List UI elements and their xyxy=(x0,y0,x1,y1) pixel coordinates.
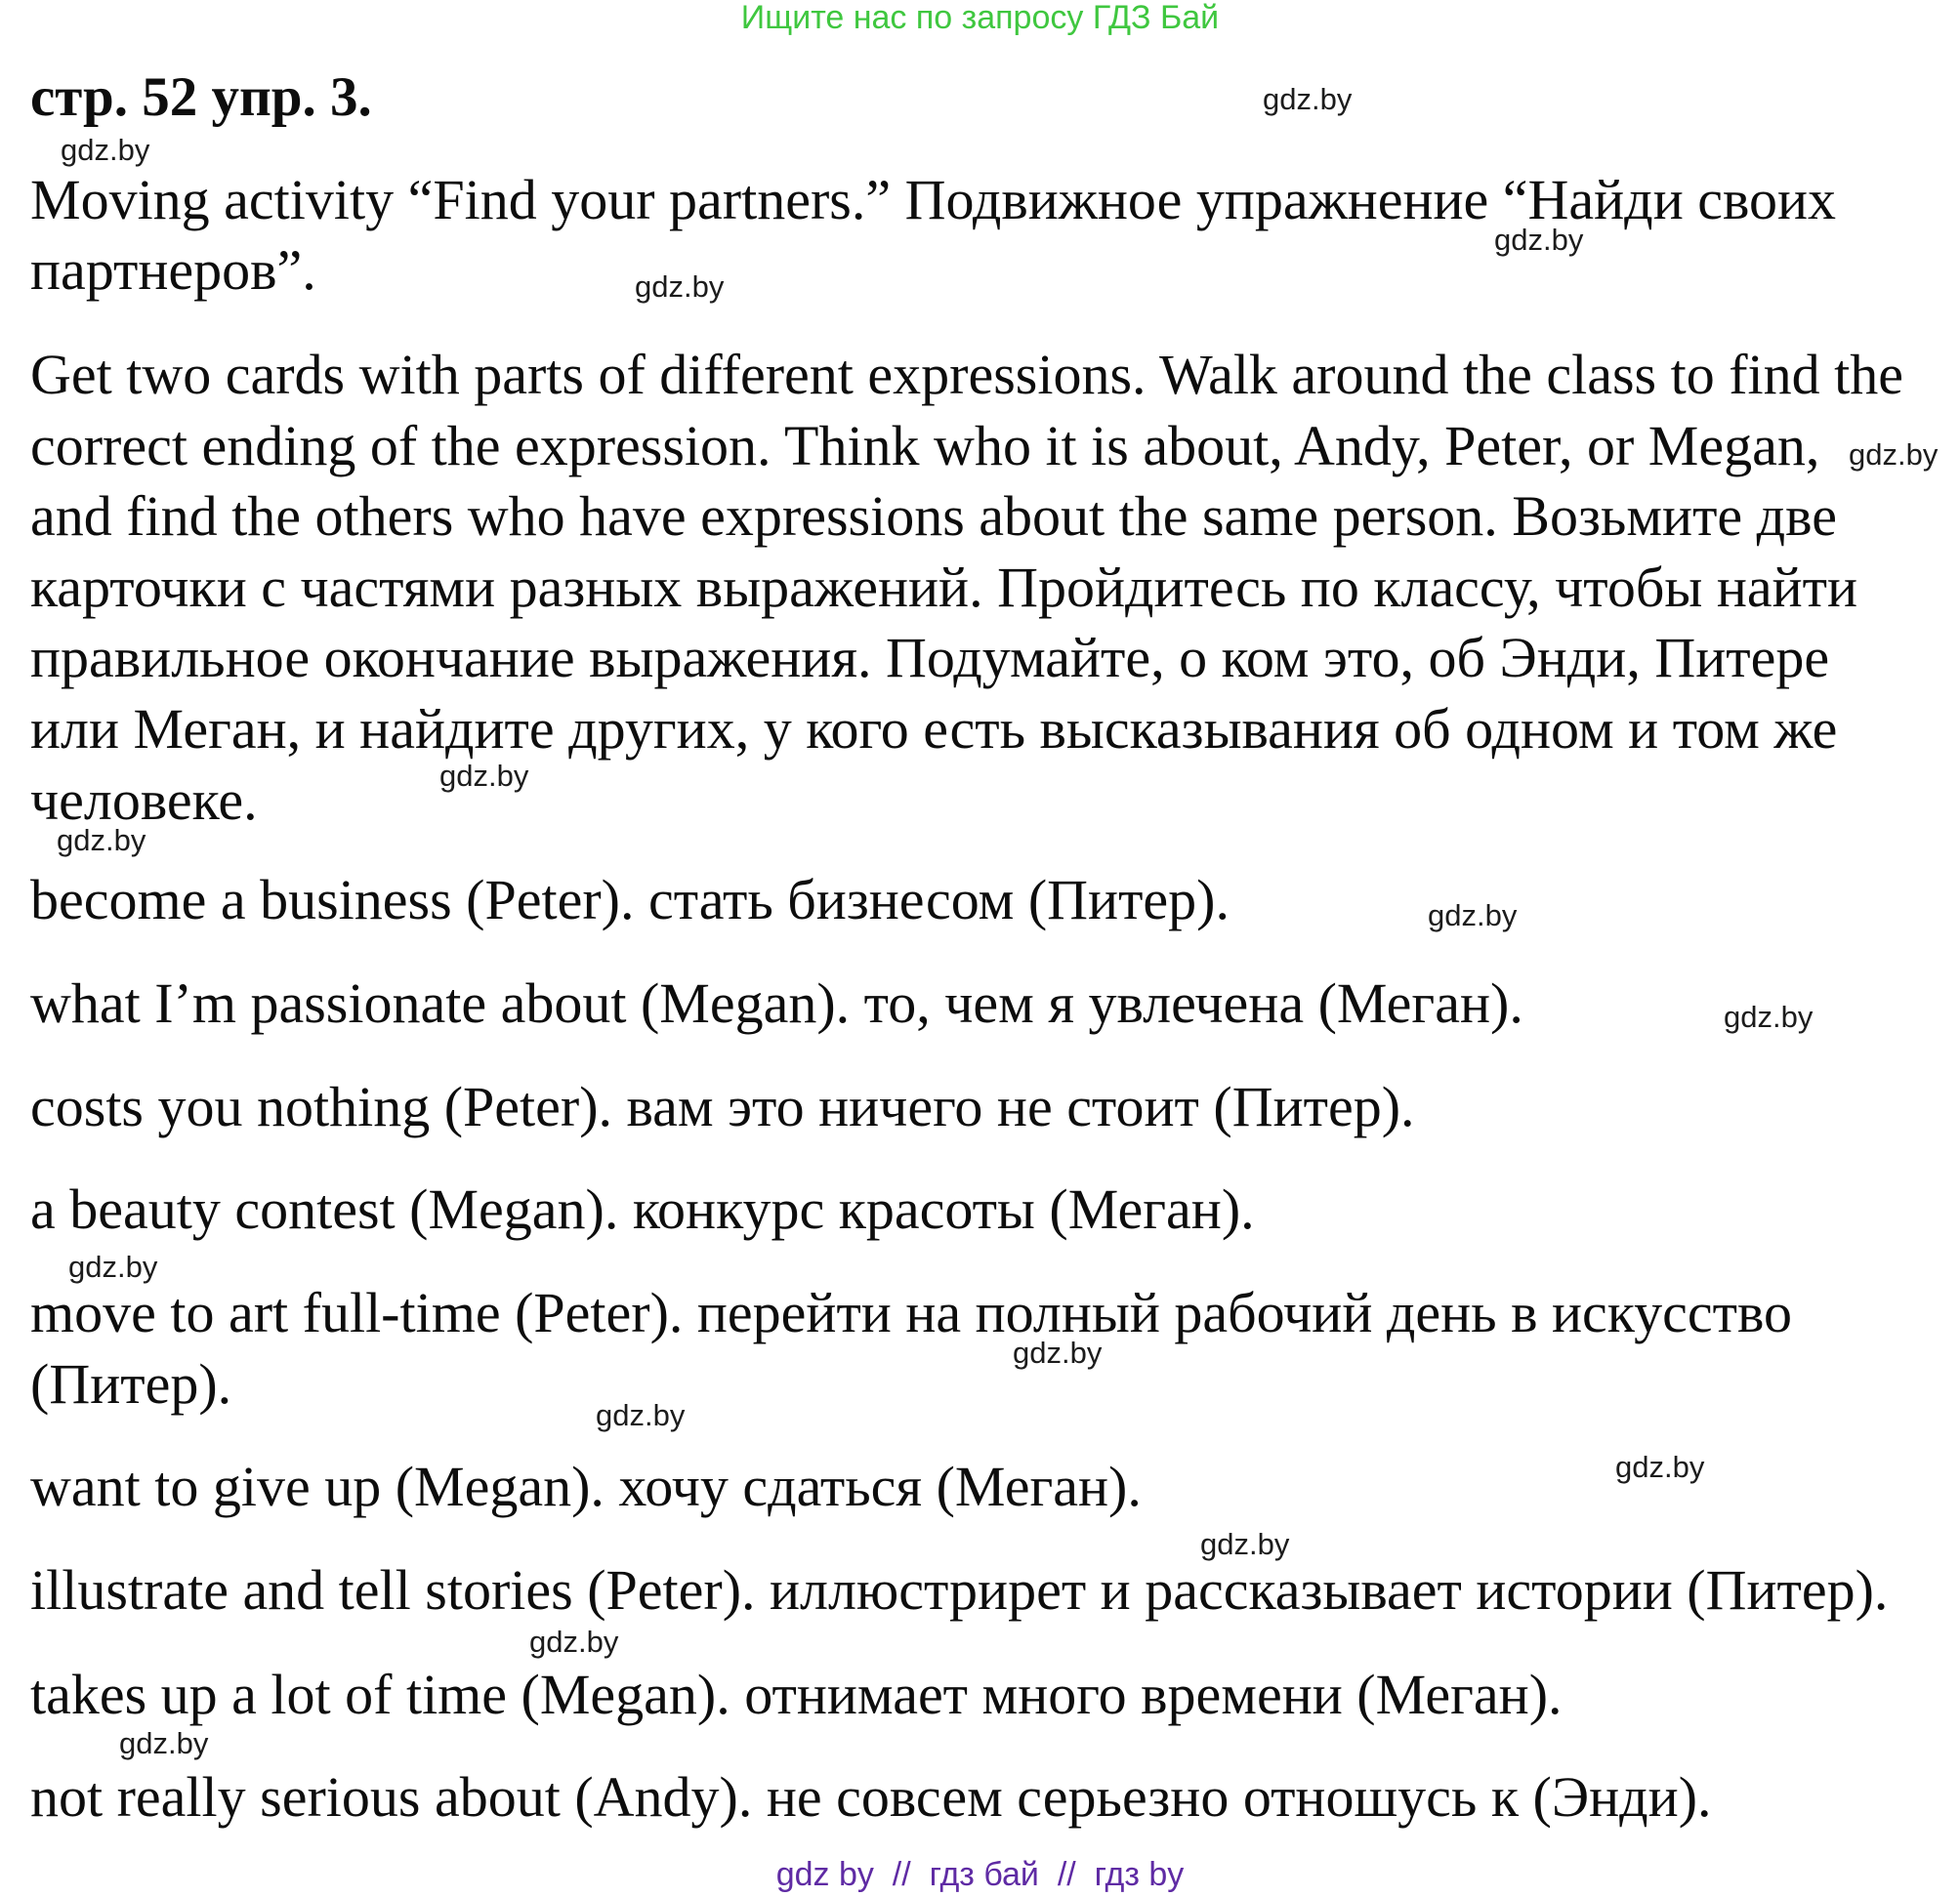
answer-line: move to art full-time (Peter). перейти на полный рабочий день в искусство xyxy=(30,1281,1792,1344)
watermark-text: gdz.by xyxy=(1263,82,1353,116)
answer-line: illustrate and tell stories (Peter). иллюстрирет и рассказывает истории (Питер). xyxy=(30,1558,1889,1622)
instruction-line: Get two cards with parts of different expressions. Walk around the class to find the xyxy=(30,343,1903,406)
instruction-line: или Меган, и найдите других, у кого есть высказывания об одном и том же xyxy=(30,697,1838,761)
watermark-text: gdz.by xyxy=(68,1250,158,1284)
watermark-text: gdz.by xyxy=(1724,1000,1814,1034)
answer-line: a beauty contest (Megan). конкурс красоты (Меган). xyxy=(30,1177,1255,1241)
watermark-text: gdz.by xyxy=(1200,1527,1290,1561)
watermark-text: gdz.by xyxy=(1615,1450,1705,1484)
watermark-text: gdz.by xyxy=(635,269,725,304)
answer-line: become a business (Peter). стать бизнесом (Питер). xyxy=(30,868,1230,931)
instruction-line: правильное окончание выражения. Подумайте, о ком это, об Энди, Питере xyxy=(30,626,1830,689)
watermark-text: gdz.by xyxy=(596,1398,686,1432)
watermark-text: gdz.by xyxy=(1428,898,1518,932)
instruction-line: карточки с частями разных выражений. Пройдитесь по классу, чтобы найти xyxy=(30,556,1858,619)
watermark-text: gdz.by xyxy=(119,1726,209,1760)
task-title-line: партнеров”. xyxy=(30,238,316,302)
answer-line: want to give up (Megan). хочу сдаться (Меган). xyxy=(30,1455,1142,1518)
exercise-reference-heading: стр. 52 упр. 3. xyxy=(30,66,372,128)
watermark-text: gdz.by xyxy=(439,759,529,793)
answer-line: not really serious about (Andy). не совсем серьезно отношусь к (Энди). xyxy=(30,1765,1712,1829)
answer-line: takes up a lot of time (Megan). отнимает много времени (Меган). xyxy=(30,1663,1563,1726)
instruction-line: correct ending of the expression. Think who it is about, Andy, Peter, or Megan, xyxy=(30,414,1820,477)
watermark-text: gdz.by xyxy=(1849,437,1939,472)
answer-line: costs you nothing (Peter). вам это ничего не стоит (Питер). xyxy=(30,1075,1415,1138)
promo-banner: Ищите нас по запросу ГДЗ Бай xyxy=(740,0,1220,36)
watermark-text: gdz.by xyxy=(57,823,146,857)
watermark-text: gdz.by xyxy=(61,133,150,167)
answer-line: (Питер). xyxy=(30,1352,232,1416)
watermark-text: gdz.by xyxy=(1013,1336,1103,1370)
footer-banner: gdz by // гдз бай // гдз by xyxy=(775,1856,1185,1893)
task-title-line: Moving activity “Find your partners.” Подвижное упражнение “Найди своих xyxy=(30,168,1837,231)
instruction-line: and find the others who have expressions about the same person. Возьмите две xyxy=(30,484,1837,548)
instruction-line: человеке. xyxy=(30,768,258,832)
answer-line: what I’m passionate about (Megan). то, чем я увлечена (Меган). xyxy=(30,971,1523,1035)
watermark-text: gdz.by xyxy=(529,1625,619,1659)
watermark-text: gdz.by xyxy=(1494,223,1584,257)
